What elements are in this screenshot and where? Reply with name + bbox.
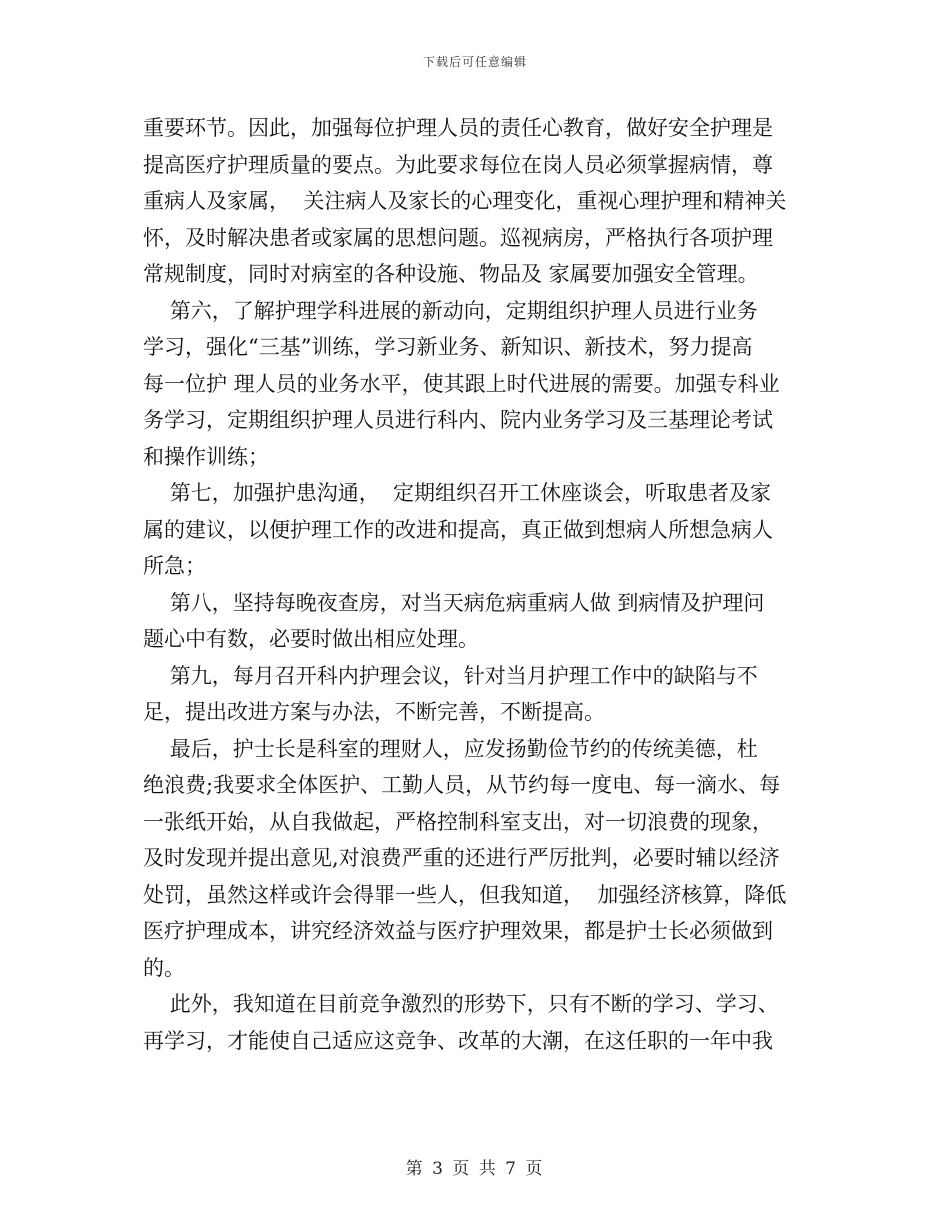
text-line: 第八，坚持每晚夜查房，对当天病危病重病人做 到病情及护理问 xyxy=(143,590,765,615)
text-line: 第九，每月召开科内护理会议，针对当月护理工作中的缺陷与不 xyxy=(143,663,758,688)
text-line: 务学习，定期组织护理人员进行科内、院内业务学习及三基理论考试 xyxy=(143,408,773,432)
text-line: 再学习，才能使自己适应这竞争、改革的大潮，在这任职的一年中我 xyxy=(143,1028,773,1053)
text-line: 此外，我知道在目前竞争激烈的形势下，只有不断的学习、学习、 xyxy=(143,992,779,1016)
text-line: 属的建议，以便护理工作的改进和提高，真正做到想病人所想急病人 xyxy=(143,517,773,542)
text-line: 学习，强化“三基”训练，学习新业务、新知识、新技术，努力提高 xyxy=(143,335,753,359)
text-line: 绝浪费;我要求全体医护、工勤人员，从节约每一度电、每一滴水、每 xyxy=(143,773,781,797)
text-line: 最后，护士长是科室的理财人，应发扬勤俭节约的传统美德，杜 xyxy=(143,736,758,761)
text-line: 足，提出改进方案与办法，不断完善，不断提高。 xyxy=(143,700,605,724)
text-line: 和操作训练； xyxy=(143,444,269,469)
text-line: 所急； xyxy=(143,554,206,578)
page-number-footer: 第 3 页 共 7 页 xyxy=(405,1159,545,1179)
text-line: 怀，及时解决患者或家属的思想问题。巡视病房，严格执行各项护理 xyxy=(143,225,773,250)
text-line: 第六，了解护理学科进展的新动向，定期组织护理人员进行业务 xyxy=(143,298,758,323)
text-line: 处罚，虽然这样或许会得罪一些人，但我知道， 加强经济核算，降低 xyxy=(143,882,787,907)
text-line: 常规制度，同时对病室的各种设施、物品及 家属要加强安全管理。 xyxy=(143,262,759,286)
text-line: 及时发现并提出意见,对浪费严重的还进行严厉批判，必要时辅以经济 xyxy=(143,846,780,870)
text-line: 第七，加强护患沟通， 定期组织召开工休座谈会，听取患者及家 xyxy=(143,481,772,505)
text-line: 医疗护理成本，讲究经济效益与医疗护理效果，都是护士长必须做到 xyxy=(143,919,773,943)
page-header: 下载后可任意编辑 xyxy=(422,55,527,69)
text-line: 一张纸开始，从自我做起，严格控制科室支出，对一切浪费的现象， xyxy=(143,809,773,834)
text-line: 重要环节。因此，加强每位护理人员的责任心教育，做好安全护理是 xyxy=(143,116,773,140)
document-body xyxy=(143,110,811,1059)
text-line: 提高医疗护理质量的要点。为此要求每位在岗人员必须掌握病情，尊 xyxy=(143,152,773,177)
text-line: 题心中有数，必要时做出相应处理。 xyxy=(143,627,479,651)
text-line: 的。 xyxy=(143,955,185,980)
text-line: 重病人及家属， 关注病人及家长的心理变化，重视心理护理和精神关 xyxy=(143,189,787,213)
text-line: 每一位护 理人员的业务水平，使其跟上时代进展的需要。加强专科业 xyxy=(143,371,780,396)
